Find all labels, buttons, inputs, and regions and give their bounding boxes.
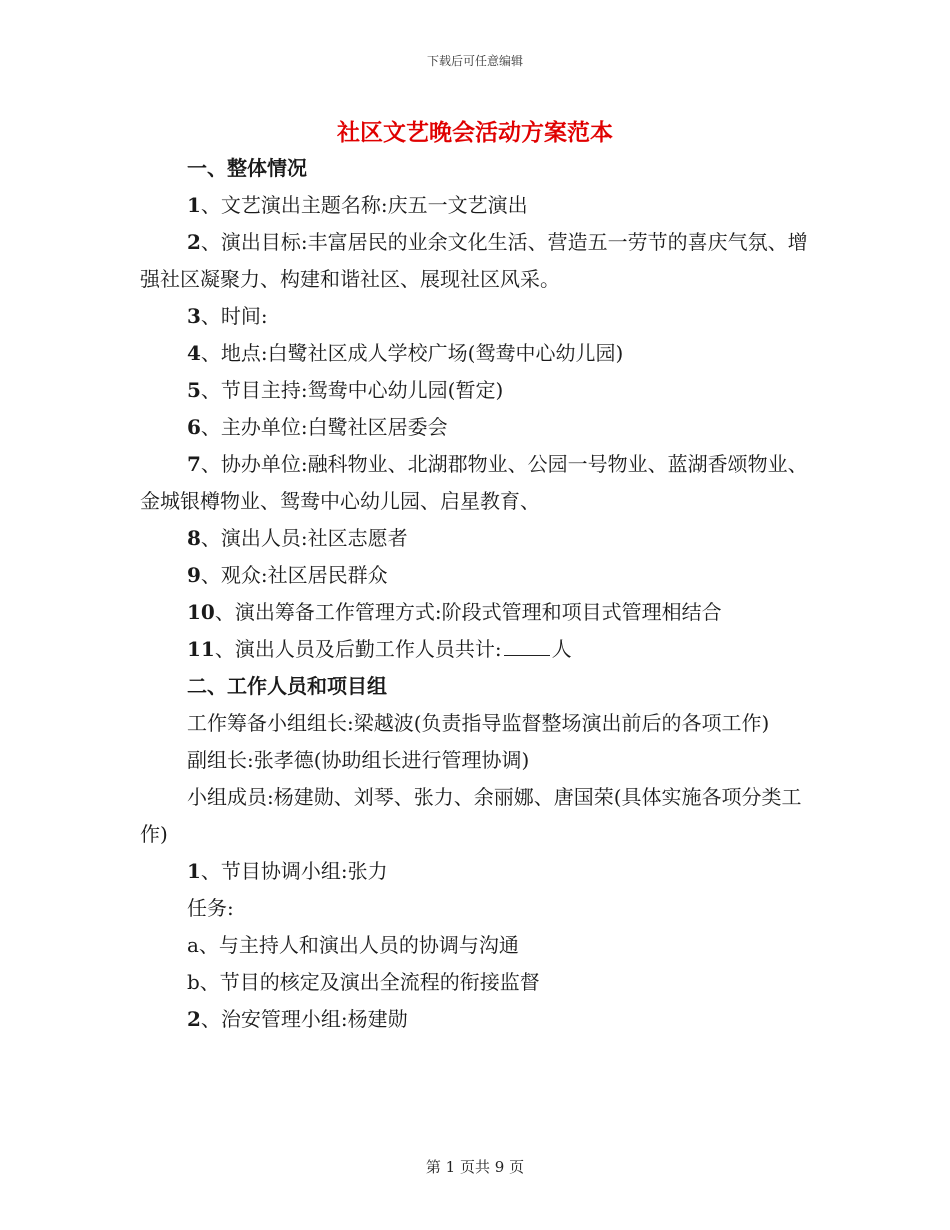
fill-in-blank (504, 637, 550, 656)
list-item: 8、演出人员:社区志愿者 (187, 526, 408, 550)
page-footer: 第 1 页共 9 页 (425, 1158, 525, 1176)
document-body (140, 150, 810, 1038)
section-heading: 一、整体情况 (187, 156, 307, 180)
paragraph: b、节目的核定及演出全流程的衔接监督 (187, 970, 540, 994)
list-item: 7、协办单位:融科物业、北湖郡物业、公园一号物业、蓝湖香颂物业、金城银樽物业、鸳鸯中心幼儿园、启星教育、 (140, 452, 808, 513)
list-item: 6、主办单位:白鹭社区居委会 (187, 415, 448, 439)
list-item: 2、演出目标:丰富居民的业余文化生活、营造五一劳节的喜庆气氛、增强社区凝聚力、构建和谐社区、展现社区风采。 (140, 230, 808, 291)
list-item: 1、文艺演出主题名称:庆五一文艺演出 (187, 193, 528, 217)
paragraph: 副组长:张孝德(协助组长进行管理协调) (187, 748, 530, 772)
list-item: 5、节目主持:鸳鸯中心幼儿园(暂定) (187, 378, 504, 402)
section-heading: 二、工作人员和项目组 (187, 674, 387, 698)
list-item: 9、观众:社区居民群众 (187, 563, 388, 587)
list-item: 2、治安管理小组:杨建勋 (187, 1007, 408, 1031)
document-title: 社区文艺晚会活动方案范本 (337, 119, 613, 146)
list-item: 1、节目协调小组:张力 (187, 859, 388, 883)
list-item: 10、演出筹备工作管理方式:阶段式管理和项目式管理相结合 (187, 600, 722, 624)
paragraph: a、与主持人和演出人员的协调与沟通 (187, 933, 519, 957)
page-header: 下载后可任意编辑 (426, 54, 523, 68)
list-item: 11、演出人员及后勤工作人员共计: 人 (187, 637, 572, 661)
paragraph: 小组成员:杨建勋、刘琴、张力、余丽娜、唐国荣(具体实施各项分类工作) (140, 785, 802, 846)
list-item: 3、时间: (187, 304, 268, 328)
paragraph: 工作筹备小组组长:梁越波(负责指导监督整场演出前后的各项工作) (187, 711, 770, 735)
list-item: 4、地点:白鹭社区成人学校广场(鸳鸯中心幼儿园) (187, 341, 624, 365)
paragraph: 任务: (187, 896, 234, 920)
